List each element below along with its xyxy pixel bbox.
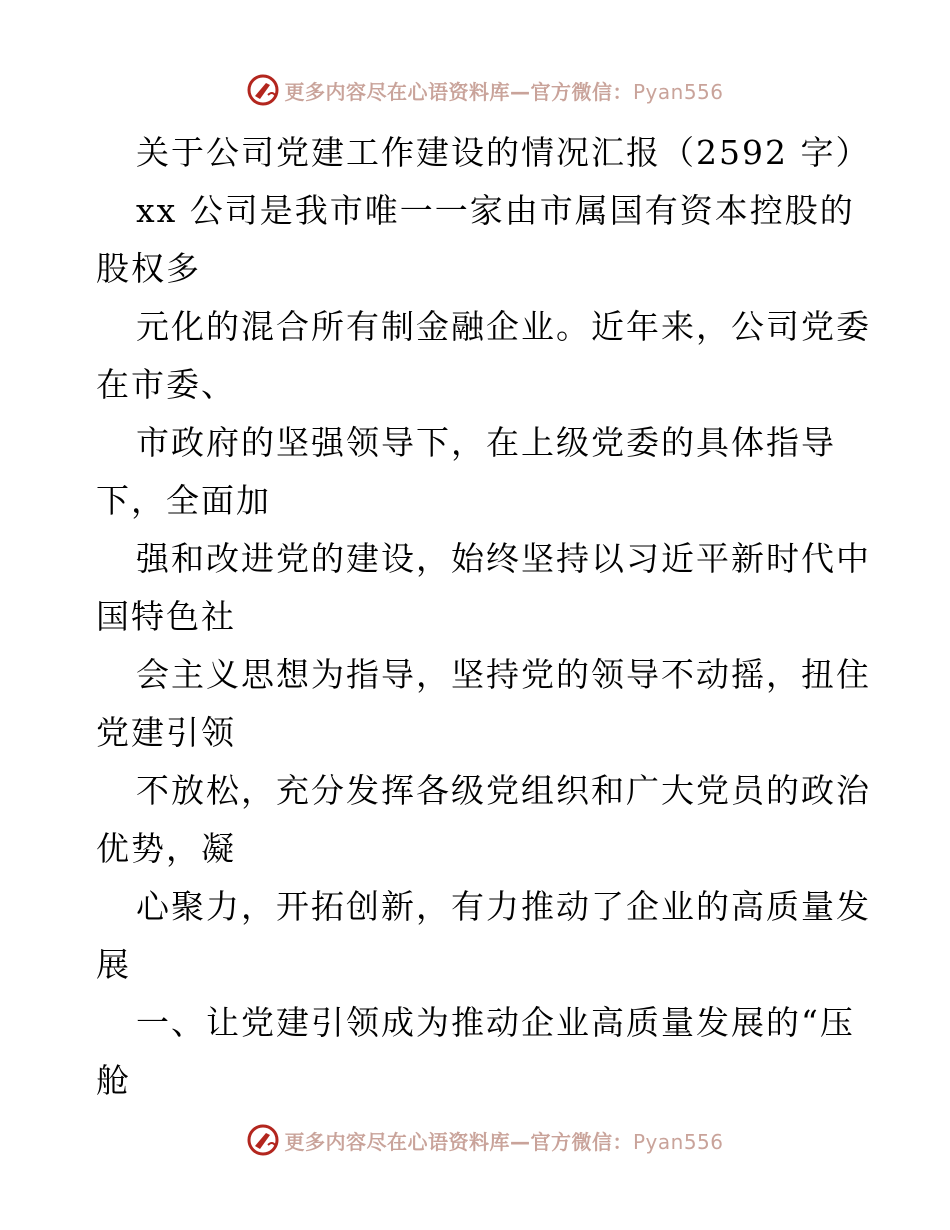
header-banner-text: 更多内容尽在心语资料库—官方微信：Pyan556 [284, 79, 724, 104]
section-heading: 一、让党建引领成为推动企业高质量发展的“压 [136, 1003, 855, 1042]
paragraph-line: 舱 [96, 1061, 131, 1100]
brand-logo-icon [246, 73, 280, 107]
footer-wechat-id: Pyan556 [632, 1129, 724, 1154]
paragraph-line: xx 公司是我市唯一一家由市属国有资本控股的 [136, 191, 855, 230]
paragraph-line: 元化的混合所有制金融企业。近年来，公司党委 [136, 307, 871, 346]
footer-banner [0, 1120, 950, 1160]
paragraph-line: 不放松，充分发挥各级党组织和广大党员的政治 [136, 771, 871, 810]
paragraph-line: 市政府的坚强领导下，在上级党委的具体指导 [136, 423, 836, 462]
document-title: 关于公司党建工作建设的情况汇报（2592 字） [136, 133, 871, 172]
paragraph-line: 下，全面加 [96, 481, 271, 520]
paragraph-line: 展 [96, 945, 131, 984]
header-banner [0, 70, 950, 110]
header-wechat-id: Pyan556 [632, 79, 724, 104]
paragraph-line: 强和改进党的建设，始终坚持以习近平新时代中 [136, 539, 871, 578]
brand-logo-icon [246, 1123, 280, 1157]
paragraph-line: 在市委、 [96, 365, 236, 404]
footer-banner-text: 更多内容尽在心语资料库—官方微信：Pyan556 [284, 1129, 724, 1154]
paragraph-line: 股权多 [96, 249, 201, 288]
paragraph-line: 党建引领 [96, 713, 236, 752]
paragraph-line: 优势，凝 [96, 829, 236, 868]
paragraph-line: 会主义思想为指导，坚持党的领导不动摇，扭住 [136, 655, 871, 694]
document-body [96, 124, 871, 1110]
paragraph-line: 国特色社 [96, 597, 236, 636]
paragraph-line: 心聚力，开拓创新，有力推动了企业的高质量发 [136, 887, 871, 926]
